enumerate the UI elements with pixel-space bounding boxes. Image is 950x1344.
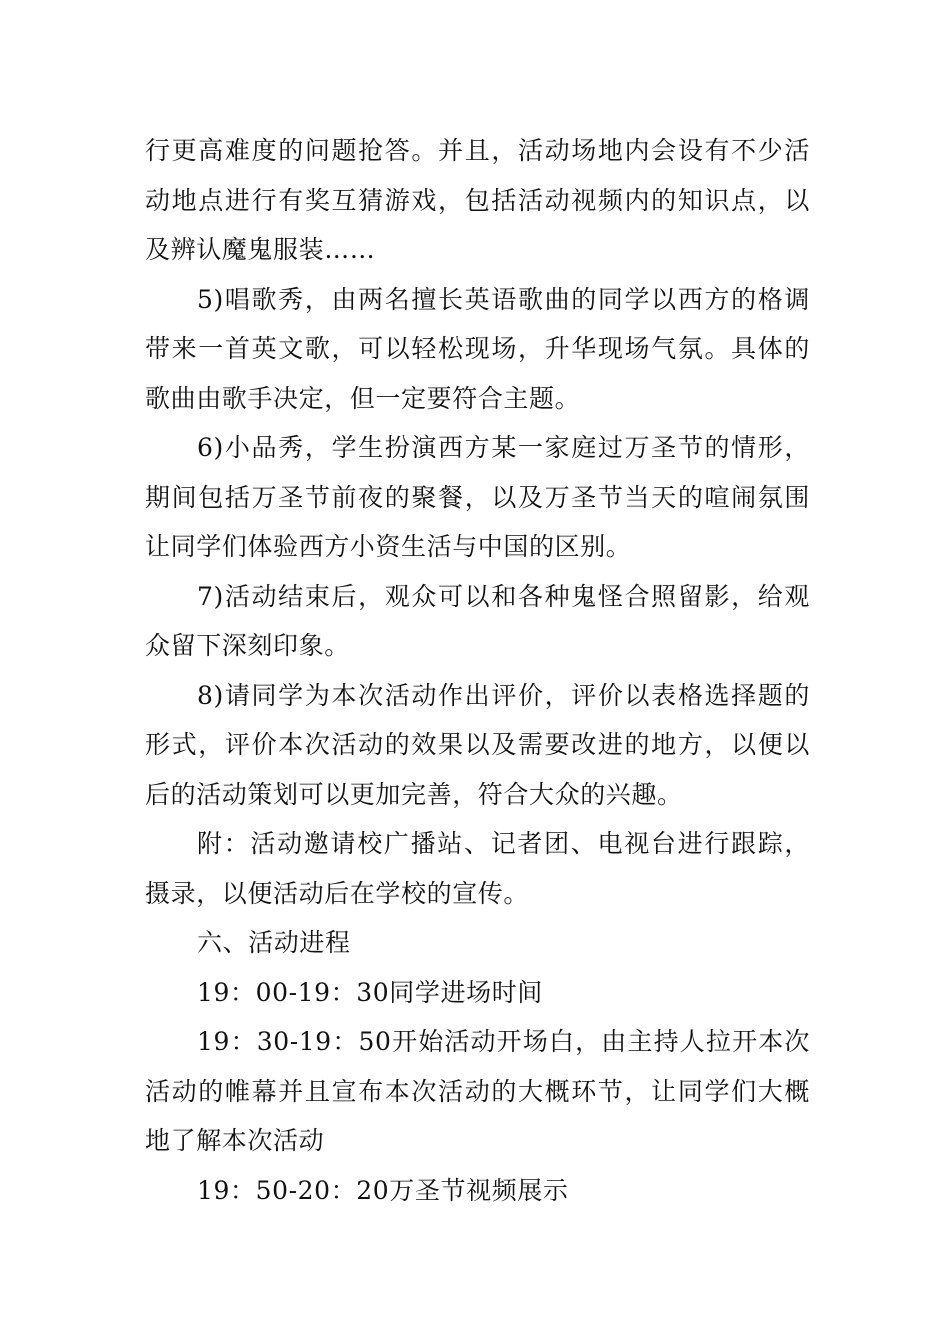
paragraph-evaluation: 8)请同学为本次活动作出评价，评价以表格选择题的形式，评价本次活动的效果以及需要改进的地方，以便以后的活动策划可以更加完善，符合大众的兴趣。 <box>145 680 810 809</box>
paragraph-singing-show: 5)唱歌秀，由两名擅长英语歌曲的同学以西方的格调带来一首英文歌，可以轻松现场，升华现场气氛。具体的歌曲由歌手决定，但一定要符合主题。 <box>145 284 810 413</box>
schedule-item-opening: 19：30-19：50开始活动开场白，由主持人拉开本次活动的帷幕并且宣布本次活动的大概环节，让同学们大概地了解本次活动 <box>145 1027 810 1155</box>
document-body <box>145 126 810 1215</box>
paragraph-sketch-show: 6)小品秀，学生扮演西方某一家庭过万圣节的情形，期间包括万圣节前夜的聚餐，以及万圣节当天的喧闹氛围让同学们体验西方小资生活与中国的区别。 <box>145 433 810 561</box>
paragraph-photo-session: 7)活动结束后，观众可以和各种鬼怪合照留影，给观众留下深刻印象。 <box>145 581 810 660</box>
paragraph-continued-quiz: 行更高难度的问题抢答。并且，活动场地内会设有不少活动地点进行有奖互猜游戏，包括活动视频内的知识点，以及辨认魔鬼服装…… <box>145 136 810 264</box>
schedule-item-video: 19：50-20：20万圣节视频展示 <box>197 1175 569 1205</box>
paragraph-appendix-media: 附：活动邀请校广播站、记者团、电视台进行跟踪，摄录，以便活动后在学校的宣传。 <box>145 829 810 908</box>
schedule-item-entry: 19：00-19：30同学进场时间 <box>197 977 543 1007</box>
section-heading-schedule: 六、活动进程 <box>197 928 351 957</box>
